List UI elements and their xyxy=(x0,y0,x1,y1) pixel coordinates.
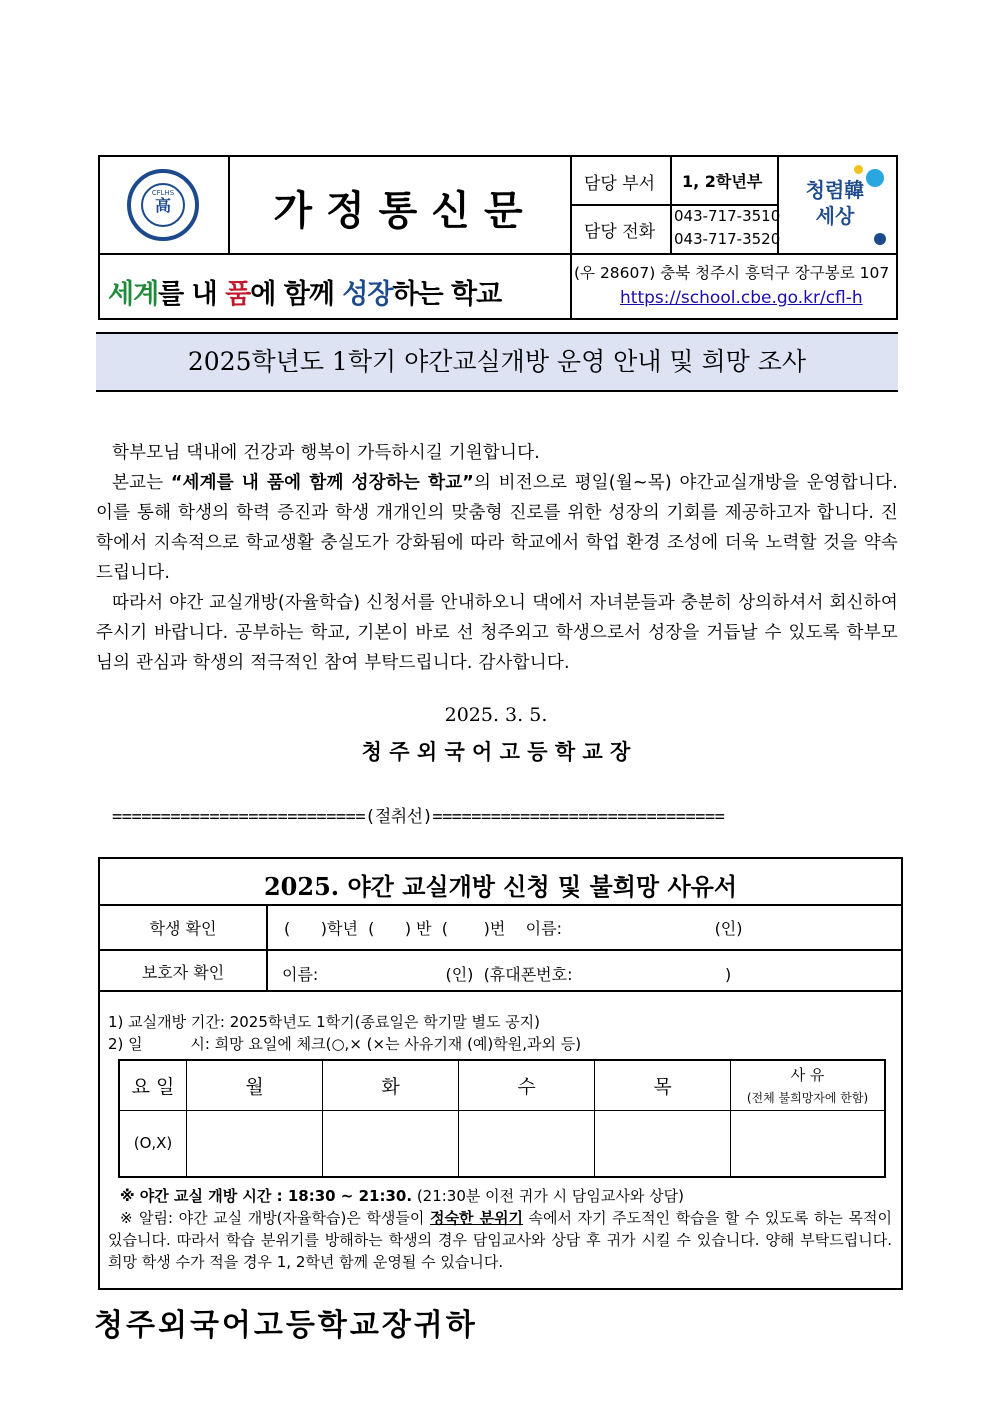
day-selection-table xyxy=(118,1059,886,1178)
form-title: 2025. 야간 교실개방 신청 및 불희망 사유서 xyxy=(263,872,738,901)
phone-2: 043-717-3520 xyxy=(674,230,781,248)
integrity-badge xyxy=(796,163,892,249)
slogan-part-growth: 성장 xyxy=(342,279,393,310)
school-address: (우 28607) 충북 청주시 흥덕구 장구봉로 107 xyxy=(574,264,890,282)
slogan-part: 에 함께 xyxy=(250,279,343,310)
request-paragraph: 따라서 야간 교실개방(자율학습) 신청서를 안내하오니 댁에서 자녀분들과 충분히 상의하셔서 회신하여 주시기 바랍니다. 공부하는 학교, 기본이 바로 선 청주외고 학생으로서 성장을 거듭날 수 있도록 학부모님의 관심과 학생의 적극적인 참여 부탁드립니다. 감사합니다. xyxy=(96,593,898,673)
logo-hanja: 高 xyxy=(154,196,171,215)
cut-line: ==========================(절취선)============================== xyxy=(112,807,725,827)
doc-title: 가정통신문 xyxy=(273,188,537,234)
time-note: ※ 야간 교실 개방 시간 : 18:30 ~ 21:30. (21:30분 이전 귀가 시 담임교사와 상담) xyxy=(120,1187,684,1205)
header-thu: 목 xyxy=(595,1060,731,1110)
school-slogan xyxy=(108,272,501,311)
period-info: 1) 교실개방 기간: 2025학년도 1학기(종료일은 학기말 별도 공지) xyxy=(108,1013,541,1031)
phone-label: 담당 전화 xyxy=(584,222,656,242)
slogan-part: 를 내 xyxy=(158,279,226,310)
slogan-part-heart: 품 xyxy=(225,279,251,310)
vision-paragraph: 본교는 “세계를 내 품에 함께 성장하는 학교”의 비전으로 평일(월~목) 야간교실개방을 운영합니다. 이를 통해 학생의 학력 증진과 학생 개개인의 맞춤형 진로를 위한 성장의 기회를 제공하고자 합니다. 진학에서 지속적으로 학교생활 충실도가 강화됨에 따라 학교에서 학업 환경 조성에 더욱 노력할 것을 약속드립니다. xyxy=(96,473,898,583)
cell-thu[interactable] xyxy=(595,1110,731,1177)
school-url-link[interactable]: https://school.cbe.go.kr/cfl-h xyxy=(620,288,863,308)
reason-note: (전체 불희망자에 한함) xyxy=(746,1091,869,1106)
greeting-paragraph: 학부모님 댁내에 건강과 행복이 가득하시길 기원합니다. xyxy=(112,443,540,463)
notice-title-banner: 2025학년도 1학기 야간교실개방 운영 안내 및 희망 조사 xyxy=(96,332,898,392)
student-info-field[interactable]: ( )학년 ( ) 반 ( )번 이름: (인) xyxy=(284,919,743,938)
principal-signature: 청 주 외 국 어 고 등 학 교 장 xyxy=(361,739,631,764)
reason-label: 사 유 xyxy=(790,1066,825,1085)
phone-1: 043-717-3510 xyxy=(674,207,781,225)
row-label: (O,X) xyxy=(119,1110,187,1177)
parent-check-label: 보호자 확인 xyxy=(141,963,225,982)
cell-tue[interactable] xyxy=(323,1110,459,1177)
footer-recipient: 청주외국어고등학교장귀하 xyxy=(94,1308,478,1343)
notice-text: ※ 알림: 야간 교실 개방(자율학습)은 학생들이 정숙한 분위기 속에서 자기 주도적인 학습을 할 수 있도록 하는 목적이 있습니다. 따라서 학습 분위기를 방해하는 학생의 경우 담임교사와 상담 후 귀가 시킬 수 있습니다. 양해 부탁드립니다. 희망 학생 수가 적을 경우 1, 2학년 함께 운영될 수 있습니다. xyxy=(108,1209,892,1271)
logo-text: CFLHS xyxy=(151,189,175,197)
cell-mon[interactable] xyxy=(187,1110,323,1177)
header-wed: 수 xyxy=(459,1060,595,1110)
parent-info-field[interactable]: 이름: (인) (휴대폰번호: ) xyxy=(282,965,732,984)
cell-wed[interactable] xyxy=(459,1110,595,1177)
badge-text: 청렴韓세상 xyxy=(805,178,865,228)
school-logo xyxy=(127,169,199,241)
header-mon: 월 xyxy=(187,1060,323,1110)
cell-reason[interactable] xyxy=(731,1110,886,1177)
header-tue: 화 xyxy=(323,1060,459,1110)
application-form xyxy=(98,857,903,1290)
header-reason xyxy=(731,1060,886,1110)
header-day: 요 일 xyxy=(119,1060,187,1110)
slogan-part: 하는 학교 xyxy=(392,279,502,310)
header-table xyxy=(98,155,898,320)
student-check-label: 학생 확인 xyxy=(149,919,217,938)
dept-value: 1, 2학년부 xyxy=(682,172,763,191)
schedule-info: 2) 일 시: 희망 요일에 체크(○,× (×는 사유기재 (예)학원,과외 등) xyxy=(108,1035,582,1053)
dept-label: 담당 부서 xyxy=(584,174,656,194)
slogan-part-world: 세계 xyxy=(108,279,159,310)
notice-date: 2025. 3. 5. xyxy=(444,704,548,726)
